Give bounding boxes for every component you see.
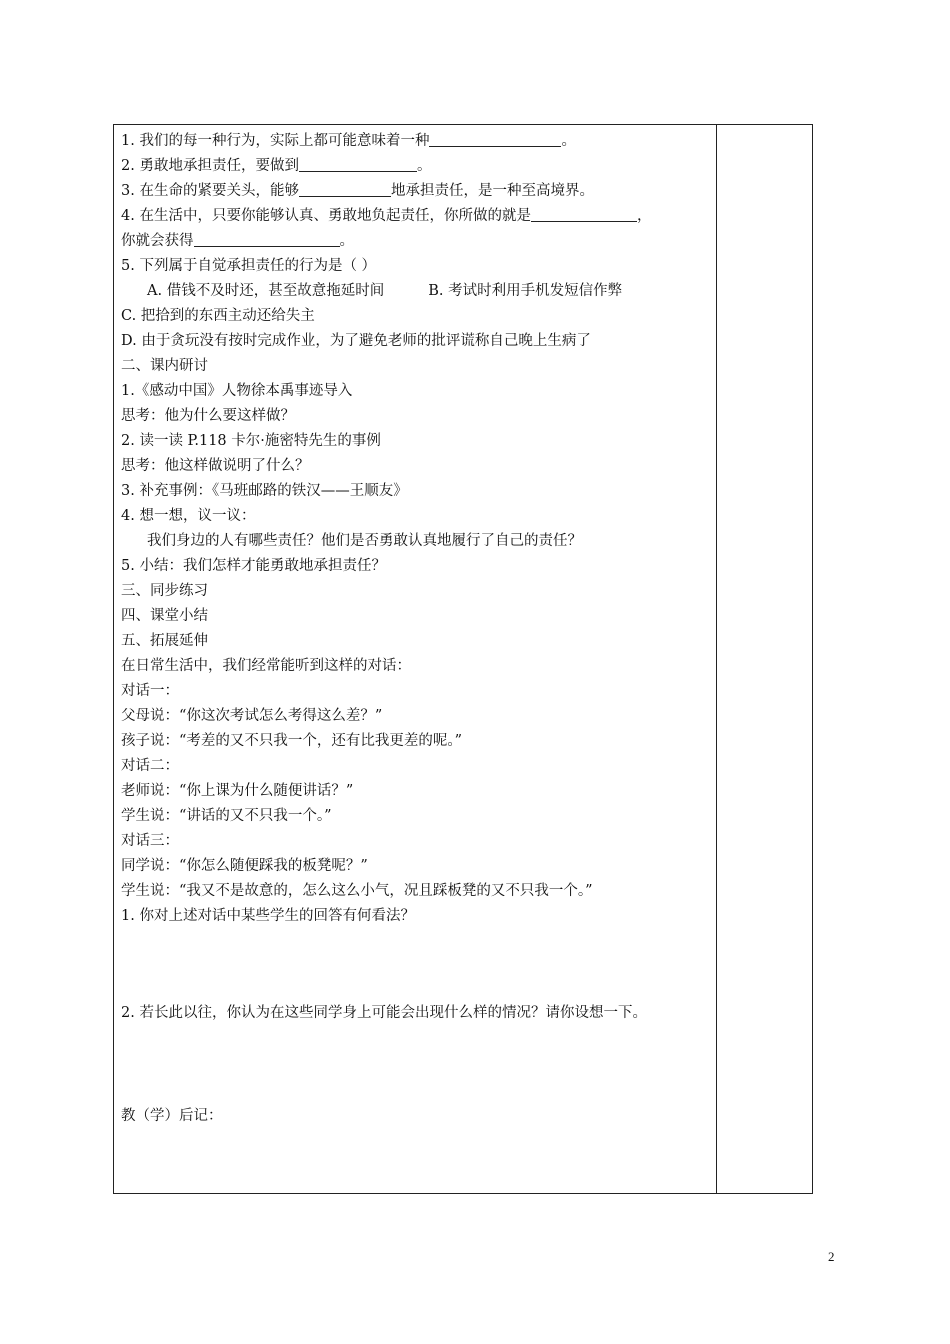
- dialogue-line: 孩子说：“考差的又不只我一个，还有比我更差的呢。”: [121, 733, 463, 749]
- section-title: 三、同步练习: [121, 583, 208, 599]
- section-title: 五、拓展延伸: [121, 633, 208, 649]
- lesson-content: [121, 129, 711, 1129]
- text-line: 2. 读一读 P.118 卡尔·施密特先生的事例: [121, 433, 381, 449]
- text-line: 思考：他这样做说明了什么？: [121, 458, 310, 474]
- section-title: 二、课内研讨: [121, 358, 208, 374]
- question-5: 5. 下列属于自觉承担责任的行为是（ ）: [121, 258, 377, 274]
- page-number: 2: [828, 1249, 835, 1264]
- option-b: B. 考试时利用手机发短信作弊: [428, 283, 623, 299]
- column-divider: [716, 125, 717, 1193]
- option-d: D. 由于贪玩没有按时完成作业，为了避免老师的批评谎称自己晚上生病了: [121, 333, 591, 349]
- answer-blank: [299, 180, 391, 197]
- question-4-cont: 你就会获得 。: [121, 229, 711, 254]
- text-line: 4. 想一想，议一议：: [121, 508, 256, 524]
- dialogue-heading: 对话一：: [121, 683, 179, 699]
- dialogue-line: 学生说：“讲话的又不只我一个。”: [121, 808, 332, 824]
- text-line: 思考：他为什么要这样做？: [121, 408, 295, 424]
- dialogue-heading: 对话三：: [121, 833, 179, 849]
- dialogue-heading: 对话二：: [121, 758, 179, 774]
- option-c: C. 把拾到的东西主动还给失主: [121, 308, 315, 324]
- answer-blank: [299, 155, 417, 172]
- dialogue-line: 学生说：“我又不是故意的，怎么这么小气，况且踩板凳的又不只我一个。”: [121, 883, 593, 899]
- answer-blank: [429, 130, 561, 147]
- question-3: 3. 在生命的紧要关头，能够 地承担责任，是一种至高境界。: [121, 179, 711, 204]
- dialogue-line: 老师说：“你上课为什么随便讲话？”: [121, 783, 354, 799]
- section-title: 四、课堂小结: [121, 608, 208, 624]
- text-line: 5. 小结：我们怎样才能勇敢地承担责任？: [121, 558, 386, 574]
- question-line: 2. 若长此以往，你认为在这些同学身上可能会出现什么样的情况？请你设想一下。: [121, 1005, 647, 1021]
- text-line: 3. 补充事例：《马班邮路的铁汉——王顺友》: [121, 483, 408, 499]
- text-line: 我们身边的人有哪些责任？他们是否勇敢认真地履行了自己的责任？: [147, 533, 582, 549]
- postscript-label: 教（学）后记：: [121, 1108, 223, 1124]
- question-line: 1. 你对上述对话中某些学生的回答有何看法？: [121, 908, 415, 924]
- answer-blank: [194, 230, 340, 247]
- dialogue-line: 同学说：“你怎么随便踩我的板凳呢？”: [121, 858, 368, 874]
- dialogue-line: 父母说：“你这次考试怎么考得这么差？”: [121, 708, 383, 724]
- text-line: 在日常生活中，我们经常能听到这样的对话：: [121, 658, 411, 674]
- answer-blank: [531, 205, 637, 222]
- question-2: 2. 勇敢地承担责任，要做到 。: [121, 154, 711, 179]
- option-a: A. 借钱不及时还，甚至故意拖延时间: [147, 283, 385, 299]
- question-1: 1. 我们的每一种行为，实际上都可能意味着一种 。: [121, 129, 711, 154]
- lesson-table: [113, 124, 813, 1194]
- text-line: 1.《感动中国》人物徐本禹事迹导入: [121, 383, 353, 399]
- options-ab: [121, 279, 711, 304]
- question-4: 4. 在生活中，只要你能够认真、勇敢地负起责任，你所做的就是 ，: [121, 204, 711, 229]
